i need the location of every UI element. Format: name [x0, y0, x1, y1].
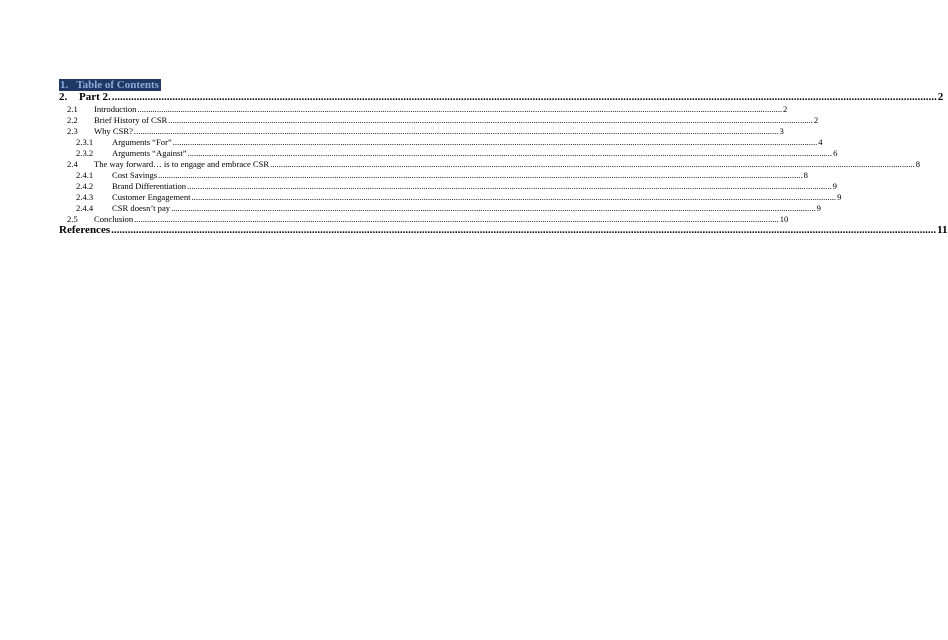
toc-entry[interactable] [76, 170, 808, 181]
toc-entry[interactable] [76, 203, 821, 214]
toc-entry-number: 2. [59, 91, 68, 103]
toc-entry-page-number: 11 [937, 224, 948, 236]
toc-entry[interactable] [76, 137, 823, 148]
dot-leader: ............................................................................................................................................................................................................................................................................................................ [134, 214, 779, 224]
toc-entry-page-number: 6 [833, 148, 838, 158]
dot-leader: ............................................................................................................................................................................................................................................................................................................ [171, 203, 816, 213]
toc-entry-title: Cost Savings [112, 170, 158, 180]
toc-entry-title: References [59, 224, 111, 236]
toc-entry-page-number: 2 [937, 91, 944, 103]
dot-leader: ............................................................................................................................................................................................................................................................................................................ [111, 91, 937, 103]
dot-leader: ............................................................................................................................................................................................................................................................................................................ [172, 137, 818, 147]
toc-entry-number: 2.5 [67, 214, 78, 224]
toc-entry-title: Part 2. [79, 91, 111, 103]
toc-entry-page-number: 3 [779, 126, 784, 136]
dot-leader: ............................................................................................................................................................................................................................................................................................................ [133, 126, 779, 136]
toc-entry-title: Introduction [94, 104, 137, 114]
toc-entry-title: CSR doesn’t pay [112, 203, 171, 213]
toc-entry-number: 2.4.2 [76, 181, 94, 191]
toc-entry[interactable] [67, 159, 920, 170]
toc-entry-number: 2.1 [67, 104, 78, 114]
toc-entry-title: Conclusion [94, 214, 134, 224]
toc-heading-title: Table of Contents [76, 79, 159, 91]
toc-entry[interactable] [59, 91, 944, 104]
toc-entry-title: Arguments “For” [112, 137, 172, 147]
dot-leader: ............................................................................................................................................................................................................................................................................................................ [187, 148, 833, 158]
toc-entry-number: 2.4.3 [76, 192, 94, 202]
toc-entry-title: Brief History of CSR [94, 115, 168, 125]
dot-leader: ............................................................................................................................................................................................................................................................................................................ [168, 115, 813, 125]
toc-entry-page-number: 10 [779, 214, 789, 224]
toc-entry-title: Customer Engagement [112, 192, 191, 202]
toc-entry-number: 2.4 [67, 159, 78, 169]
toc-heading [59, 79, 161, 91]
dot-leader: ............................................................................................................................................................................................................................................................................................................ [270, 159, 915, 169]
toc-entry-number: 2.3.1 [76, 137, 94, 147]
toc-entry-number: 2.4.4 [76, 203, 94, 213]
toc-entry[interactable] [59, 224, 948, 237]
toc-entry[interactable] [67, 115, 819, 126]
dot-leader: ............................................................................................................................................................................................................................................................................................................ [191, 192, 837, 202]
dot-leader: ............................................................................................................................................................................................................................................................................................................ [111, 224, 937, 236]
toc-entry-page-number: 8 [803, 170, 808, 180]
toc-entry-number: 2.3.2 [76, 148, 94, 158]
toc-entry-page-number: 2 [813, 115, 819, 125]
toc-entry-page-number: 2 [783, 104, 788, 114]
toc-entry-title: Arguments “Against” [112, 148, 187, 158]
toc-entry[interactable] [76, 148, 838, 159]
toc-entry-page-number: 9 [832, 181, 837, 191]
toc-entry-page-number: 8 [915, 159, 920, 169]
toc-entry-number: 2.3 [67, 126, 78, 136]
dot-leader: ............................................................................................................................................................................................................................................................................................................ [158, 170, 803, 180]
toc-heading-number: 1. [60, 79, 69, 91]
toc-entry-title: Brand Differentiation [112, 181, 187, 191]
toc-entry-number: 2.2 [67, 115, 78, 125]
toc-entry-title: The way forward… is to engage and embrace CSR [94, 159, 270, 169]
toc-entry-title: Why CSR? [94, 126, 133, 136]
toc-entry-number: 2.4.1 [76, 170, 94, 180]
toc-entry[interactable] [67, 104, 788, 115]
dot-leader: ............................................................................................................................................................................................................................................................................................................ [137, 104, 783, 114]
toc-entry-page-number: 9 [837, 192, 842, 202]
toc-entry[interactable] [76, 192, 842, 203]
toc-entry[interactable] [67, 214, 789, 225]
toc-entry-page-number: 4 [818, 137, 823, 147]
dot-leader: ............................................................................................................................................................................................................................................................................................................ [187, 181, 832, 191]
toc-entry[interactable] [76, 181, 837, 192]
toc-entry[interactable] [67, 126, 784, 137]
toc-entry-page-number: 9 [816, 203, 821, 213]
